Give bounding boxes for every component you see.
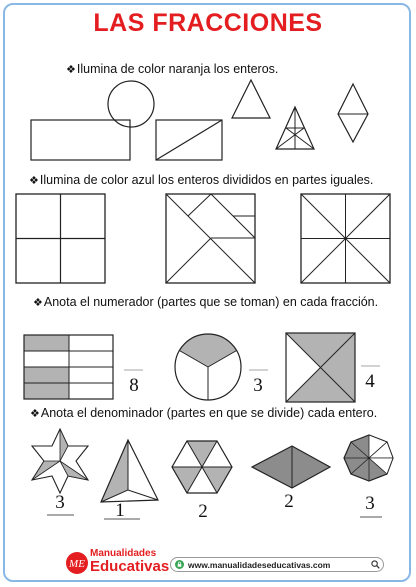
- numerator-answer-3: 4: [365, 371, 375, 392]
- denominator-answer-2: 1: [115, 500, 125, 521]
- instruction-2: ❖Ilumina de color azul los enteros divididos en partes iguales.: [29, 173, 374, 187]
- denominator-answer-5: 3: [365, 493, 375, 514]
- bullet-icon: ❖: [30, 408, 40, 420]
- instruction-4: ❖Anota el denominador (partes en que se divide) cada entero.: [30, 406, 378, 420]
- denominator-answer-1: 3: [55, 492, 65, 513]
- bullet-icon: ❖: [33, 297, 43, 309]
- search-icon: [371, 560, 380, 569]
- numerator-answer-1: 8: [129, 375, 139, 396]
- bullet-icon: ❖: [29, 175, 39, 187]
- instruction-1: ❖Ilumina de color naranja los enteros.: [66, 62, 279, 76]
- logo-line-2: Educativas: [90, 558, 170, 575]
- triangle-three-parts: [101, 440, 158, 502]
- logo-line-1: Manualidades: [90, 548, 157, 559]
- octagon-eight-parts: [344, 435, 393, 481]
- hexagon-six-parts: [172, 441, 232, 493]
- website-url[interactable]: www.manualidadeseducativas.com: [170, 557, 384, 572]
- page-title: LAS FRACCIONES: [93, 9, 323, 37]
- lock-icon: [175, 560, 184, 569]
- diamond-two-parts: [252, 446, 330, 488]
- svg-text:ME: ME: [69, 558, 85, 570]
- denominator-answer-3: 2: [198, 501, 208, 522]
- denominator-answer-4: 2: [284, 491, 294, 512]
- brand-logo-icon: [66, 549, 90, 577]
- numerator-answer-2: 3: [253, 375, 263, 396]
- instruction-3: ❖Anota el numerador (partes que se toman) en cada fracción.: [33, 295, 379, 309]
- bullet-icon: ❖: [66, 64, 76, 76]
- six-point-star: [32, 429, 88, 493]
